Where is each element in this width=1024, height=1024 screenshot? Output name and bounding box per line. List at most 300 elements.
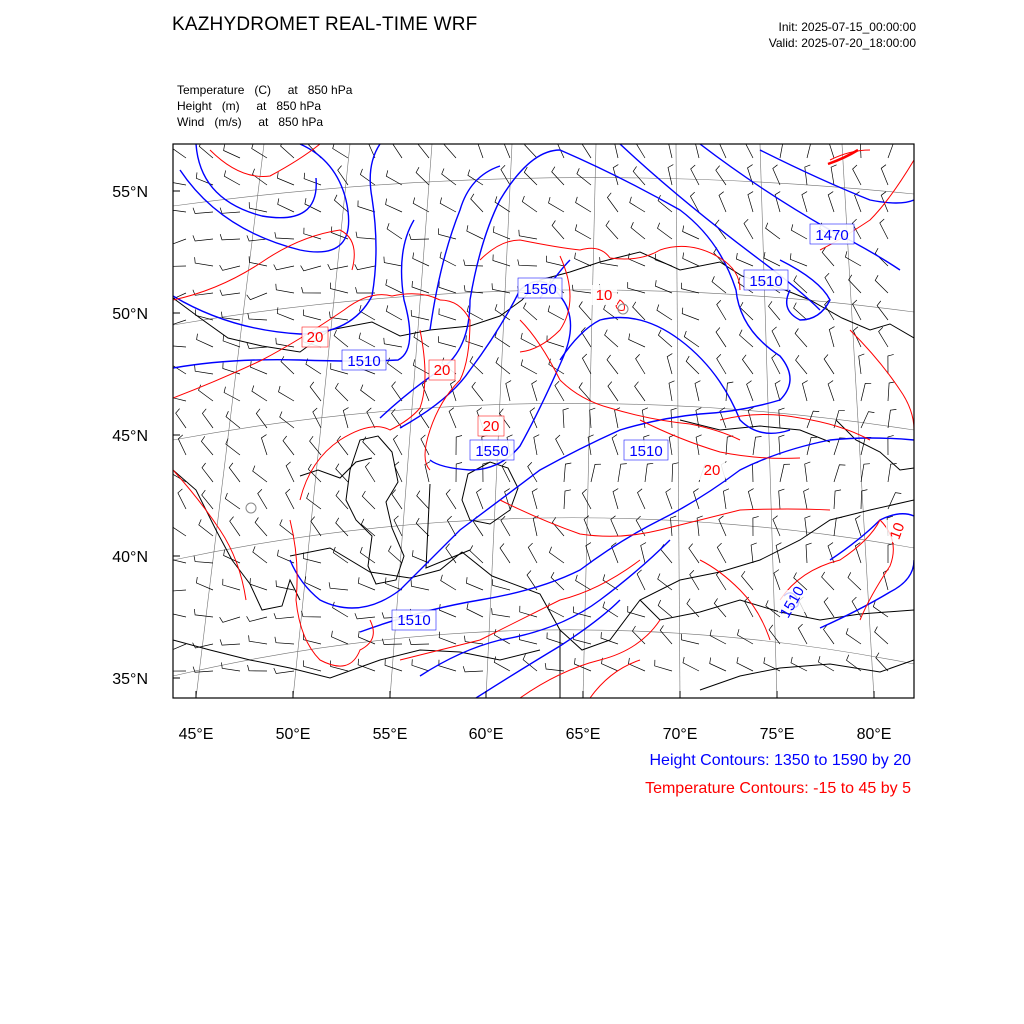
wind-barb — [888, 354, 894, 374]
wind-barb — [524, 167, 537, 185]
wind-barb — [334, 330, 348, 347]
wind-barb — [447, 516, 456, 536]
wind-barb — [772, 354, 780, 374]
wind-barb — [343, 408, 348, 428]
wind-barb — [248, 665, 268, 671]
wind-barb — [576, 197, 591, 212]
wind-barb — [888, 382, 895, 401]
temperature-label — [699, 460, 725, 480]
wind-barb — [385, 659, 402, 671]
wind-barb — [780, 140, 789, 158]
wind-barb — [229, 463, 240, 482]
wind-barb — [310, 382, 321, 401]
wind-barb — [818, 656, 834, 671]
wind-barb — [695, 381, 700, 401]
wind-barb — [779, 489, 785, 509]
wind-barb — [549, 547, 564, 563]
wind-barb — [608, 382, 618, 401]
wind-barb — [392, 382, 402, 401]
lat-label: 50°N — [112, 306, 148, 323]
wind-barb — [740, 302, 753, 320]
wind-barb — [888, 409, 896, 428]
wind-barb — [456, 463, 462, 483]
wind-barb — [467, 603, 483, 617]
wind-barb — [412, 281, 429, 293]
lat-label: 40°N — [112, 549, 148, 566]
wind-barb — [220, 617, 240, 622]
wind-barb — [252, 386, 267, 402]
wind-barb — [584, 516, 591, 536]
wind-barb — [275, 637, 294, 644]
wind-barb — [224, 387, 240, 401]
wind-barb — [635, 382, 645, 401]
wind-barb — [425, 462, 430, 482]
wind-barb — [413, 198, 429, 213]
temperature-contours — [173, 144, 914, 698]
wind-barb — [591, 464, 601, 482]
wind-barb — [772, 327, 780, 347]
wind-barb — [220, 234, 240, 240]
wind-barb — [834, 490, 841, 509]
wind-barb — [247, 616, 267, 621]
wind-barb — [230, 517, 240, 536]
wind-barb — [683, 226, 699, 239]
wind-barb — [875, 275, 888, 293]
wind-barb — [522, 196, 537, 212]
wind-barb — [386, 170, 402, 185]
wind-barb — [311, 517, 321, 536]
wind-barb — [628, 282, 645, 293]
wind-barb — [716, 166, 726, 185]
wind-barb — [176, 409, 186, 428]
wind-barb — [861, 464, 870, 482]
wind-barb — [629, 334, 645, 348]
wind-barb — [548, 306, 564, 321]
map-marker — [246, 503, 256, 513]
wind-barb — [532, 489, 537, 509]
wind-barb — [304, 173, 321, 185]
svg-text:1510: 1510 — [749, 273, 783, 290]
wind-barb — [304, 228, 321, 239]
wind-barb — [193, 235, 213, 241]
wind-barb — [877, 301, 888, 320]
lon-label: 50°E — [275, 726, 311, 743]
wind-barb — [547, 336, 564, 348]
wind-barb — [220, 265, 240, 270]
wind-barb — [280, 412, 294, 429]
wind-barb — [806, 543, 812, 563]
wind-barb — [794, 276, 807, 294]
wind-barb — [444, 140, 456, 159]
wind-barb — [521, 360, 537, 375]
wind-barb — [503, 138, 510, 158]
wind-barb — [686, 356, 699, 374]
wind-barb — [607, 193, 618, 212]
wind-barb — [753, 437, 762, 456]
wind-barb — [386, 305, 402, 320]
wind-barb — [310, 436, 321, 455]
wind-barb — [873, 601, 888, 617]
wind-barb — [413, 253, 429, 267]
wind-barb — [250, 578, 267, 590]
wind-barb — [611, 516, 618, 536]
temperature-label — [886, 520, 908, 542]
lon-label: 80°E — [856, 726, 892, 743]
wind-barb — [493, 255, 510, 267]
wind-barb — [633, 166, 645, 185]
wind-barb — [166, 320, 186, 326]
temperature-label — [302, 327, 328, 347]
wind-barb — [220, 290, 240, 296]
wind-barb — [607, 355, 618, 374]
wind-barb — [853, 165, 861, 185]
wind-barb — [335, 383, 348, 401]
wind-barb — [195, 257, 213, 266]
wind-barb — [393, 435, 402, 455]
wind-barb — [258, 489, 267, 509]
wind-barb — [411, 310, 429, 320]
wind-barb — [689, 544, 699, 563]
wind-barb — [248, 313, 267, 320]
lon-label: 60°E — [468, 726, 504, 743]
lat-label: 35°N — [112, 671, 148, 688]
lat-label: 45°N — [112, 428, 148, 445]
wind-barb — [773, 516, 780, 536]
wind-barb — [582, 354, 591, 374]
wind-barb — [201, 436, 213, 455]
wind-barb — [360, 547, 375, 563]
svg-text:1510: 1510 — [776, 583, 809, 621]
wind-barb — [802, 381, 807, 401]
wind-barb — [658, 223, 673, 239]
wind-barb — [477, 489, 484, 509]
wind-barb — [409, 234, 429, 240]
wind-barb — [845, 251, 861, 266]
wind-barb — [470, 356, 483, 374]
svg-text:1550: 1550 — [475, 443, 509, 460]
wind-barb — [220, 639, 240, 645]
wind-barb — [824, 598, 834, 618]
temperature-label — [591, 285, 617, 305]
wind-barb — [386, 279, 402, 293]
wind-barb — [879, 327, 888, 347]
wind-barb — [748, 192, 753, 212]
wind-barb — [387, 223, 402, 239]
wind-barb — [775, 381, 780, 401]
wind-barb — [775, 192, 780, 212]
wind-barb — [276, 338, 294, 347]
wind-barb — [365, 462, 375, 482]
wind-barb — [411, 580, 429, 590]
wind-barb — [252, 143, 267, 158]
wind-barb — [581, 327, 591, 347]
wind-barb — [167, 204, 186, 212]
wind-barb — [449, 408, 456, 428]
wind-barb — [828, 192, 834, 212]
wind-barb — [466, 577, 483, 590]
wind-barb — [167, 340, 186, 347]
wind-barb — [723, 489, 729, 509]
wind-barb — [384, 338, 402, 347]
lon-label: 65°E — [565, 726, 601, 743]
wind-barb — [333, 143, 348, 158]
wind-barb — [612, 435, 618, 455]
wind-barb — [876, 653, 888, 671]
wind-barb — [745, 138, 753, 158]
wind-barb — [552, 167, 564, 185]
wind-barb — [632, 626, 645, 644]
wind-barb — [197, 334, 213, 347]
wind-barb — [281, 356, 294, 374]
wind-barb — [361, 385, 375, 401]
wind-barb — [547, 633, 564, 645]
wind-barb — [518, 259, 537, 266]
wind-barb — [807, 141, 817, 159]
wind-barb — [392, 409, 403, 428]
wind-barb — [301, 266, 321, 271]
wind-barb — [385, 577, 402, 590]
wind-barb — [392, 490, 402, 509]
svg-text:20: 20 — [433, 362, 451, 379]
wind-barb — [822, 572, 834, 590]
wind-barb — [631, 222, 645, 239]
field-height: Height (m) at 850 hPa — [177, 99, 322, 113]
wind-barb — [712, 276, 726, 293]
height-label — [777, 584, 808, 621]
wind-barb — [545, 663, 564, 671]
wind-barb — [779, 408, 785, 428]
wind-barb — [824, 355, 834, 375]
lon-axis — [196, 691, 874, 698]
wind-barb — [636, 354, 645, 374]
wind-barb — [193, 208, 213, 214]
wind-barb — [834, 438, 846, 455]
wind-barb — [829, 327, 834, 347]
svg-text:10: 10 — [595, 287, 613, 304]
wind-barb — [834, 517, 842, 536]
wind-barb — [247, 343, 267, 349]
wind-barb — [875, 248, 888, 266]
wind-barb — [250, 361, 267, 374]
wind-barb — [655, 660, 672, 671]
wind-barb — [805, 516, 811, 536]
map-title: KAZHYDROMET REAL-TIME WRF — [172, 14, 478, 35]
wind-barb — [253, 466, 267, 482]
wind-barb — [417, 491, 429, 509]
wind-barb — [577, 168, 591, 185]
wind-barb — [614, 138, 619, 158]
wind-barb — [224, 170, 240, 185]
temperature-label — [478, 416, 504, 436]
wind-barb — [574, 658, 591, 671]
wind-barb — [359, 333, 375, 347]
wind-barb — [278, 550, 295, 563]
wind-barb — [274, 613, 294, 619]
wind-barb — [355, 613, 375, 619]
wind-barb — [247, 293, 267, 300]
wind-barb — [557, 138, 564, 158]
wind-barb — [683, 253, 699, 267]
lat-axis — [173, 191, 180, 678]
wind-barb — [360, 305, 376, 320]
wind-barb — [525, 140, 537, 158]
wind-barb — [791, 657, 807, 671]
wind-barb — [384, 257, 402, 266]
wind-barb — [681, 283, 699, 293]
wind-barb — [668, 138, 673, 158]
height-label — [342, 350, 386, 370]
wind-barb — [660, 625, 672, 644]
map-frame — [173, 144, 914, 698]
wind-barb — [195, 365, 213, 374]
lat-label: 55°N — [112, 184, 148, 201]
wind-barb — [672, 463, 679, 482]
wind-barb — [223, 363, 240, 374]
wind-barb — [606, 221, 618, 239]
wind-barb — [283, 436, 294, 455]
wind-barb — [336, 464, 348, 482]
wind-barb — [791, 224, 807, 239]
wind-barb — [690, 570, 699, 590]
wind-barb — [556, 435, 564, 455]
wind-barb — [860, 138, 866, 158]
wind-barb — [717, 300, 726, 320]
wind-barb — [831, 165, 837, 185]
wind-barb — [439, 308, 456, 320]
wind-barb — [744, 219, 753, 239]
wind-barb — [523, 654, 537, 671]
wind-barb — [848, 572, 861, 590]
wind-barb — [336, 518, 348, 536]
wind-barb — [846, 628, 861, 644]
wind-barb — [528, 543, 537, 563]
wind-barb — [506, 381, 511, 401]
wind-barb — [681, 634, 699, 644]
wind-barb — [492, 608, 510, 617]
wind-barb — [202, 463, 213, 482]
wind-barb — [496, 357, 510, 374]
lon-label: 75°E — [759, 726, 795, 743]
wind-barb — [546, 256, 564, 266]
wind-barb — [855, 543, 861, 563]
wind-barb — [501, 165, 510, 185]
wind-barb — [825, 273, 834, 293]
field-wind: Wind (m/s) at 850 hPa — [177, 115, 324, 129]
wind-barb — [753, 462, 759, 482]
wind-barb — [253, 546, 267, 563]
wind-barb — [286, 462, 294, 482]
graticule — [173, 144, 914, 698]
height-label — [624, 440, 668, 460]
wind-barb — [249, 635, 267, 644]
svg-text:1470: 1470 — [815, 227, 849, 244]
wind-barb — [776, 543, 781, 563]
wind-barb — [166, 261, 186, 267]
wind-barb — [805, 165, 811, 185]
wind-barb — [168, 607, 186, 617]
wind-barb — [638, 489, 646, 509]
wind-barb — [691, 165, 699, 185]
wind-barb — [581, 138, 591, 158]
wind-barb — [888, 493, 901, 509]
wind-barb — [720, 408, 726, 428]
wind-barb — [362, 491, 375, 509]
svg-text:1510: 1510 — [397, 612, 431, 629]
wind-barb — [278, 198, 294, 212]
wind-barb — [736, 253, 753, 266]
wind-barb — [666, 489, 672, 509]
wind-barb — [710, 658, 726, 672]
wind-barb — [494, 657, 510, 672]
temperature-contour-legend: Temperature Contours: -15 to 45 by 5 — [645, 780, 911, 797]
wind-barb — [355, 264, 375, 269]
wind-barb — [456, 436, 462, 456]
wind-barb — [552, 221, 564, 240]
wind-barb — [572, 285, 591, 293]
wind-barb — [446, 544, 456, 563]
field-temperature: Temperature (C) at 850 hPa — [177, 83, 353, 97]
wind-barb — [332, 631, 349, 644]
wind-barb — [279, 386, 295, 401]
wind-barb — [669, 435, 675, 455]
wind-barb — [500, 544, 510, 564]
wind-barb — [790, 253, 807, 266]
init-time: Init: 2025-07-15_00:00:00 — [778, 20, 916, 34]
wind-barb — [286, 489, 294, 509]
wind-barb — [226, 411, 240, 428]
wind-barb — [196, 172, 213, 185]
valid-time: Valid: 2025-07-20_18:00:00 — [768, 36, 916, 50]
wind-barb — [199, 519, 213, 536]
wind-barb — [740, 330, 754, 347]
wind-barb — [748, 489, 753, 509]
wind-barb — [717, 354, 726, 374]
height-label — [392, 610, 436, 630]
wind-barb — [261, 435, 267, 455]
wind-barb — [829, 138, 835, 158]
wind-barb — [441, 575, 456, 590]
wind-barb — [719, 138, 726, 158]
wind-barb — [519, 230, 537, 239]
wind-barb — [633, 302, 645, 320]
wind-barb — [532, 381, 537, 401]
wind-barb — [828, 381, 834, 401]
wind-barb — [798, 624, 807, 644]
wind-barb — [605, 330, 618, 347]
wind-barb — [392, 139, 402, 159]
wind-barb — [579, 302, 591, 321]
wind-barb — [636, 138, 645, 158]
svg-text:10: 10 — [886, 520, 909, 542]
wind-barb — [751, 543, 757, 563]
wind-barb — [716, 328, 726, 348]
wind-barb — [464, 260, 483, 266]
wind-barb — [363, 437, 375, 455]
wind-barb — [472, 382, 483, 401]
height-contours — [173, 144, 914, 698]
wind-barb — [667, 354, 672, 374]
wind-barb — [168, 176, 186, 185]
wind-barb — [446, 489, 456, 509]
wind-barb — [386, 199, 402, 212]
wind-barb — [439, 336, 456, 347]
wind-barb — [742, 571, 754, 590]
wind-barb — [439, 660, 456, 671]
wind-barb — [275, 232, 294, 239]
lon-label: 55°E — [372, 726, 408, 743]
wind-barb — [505, 489, 510, 509]
wind-barb — [552, 517, 564, 536]
